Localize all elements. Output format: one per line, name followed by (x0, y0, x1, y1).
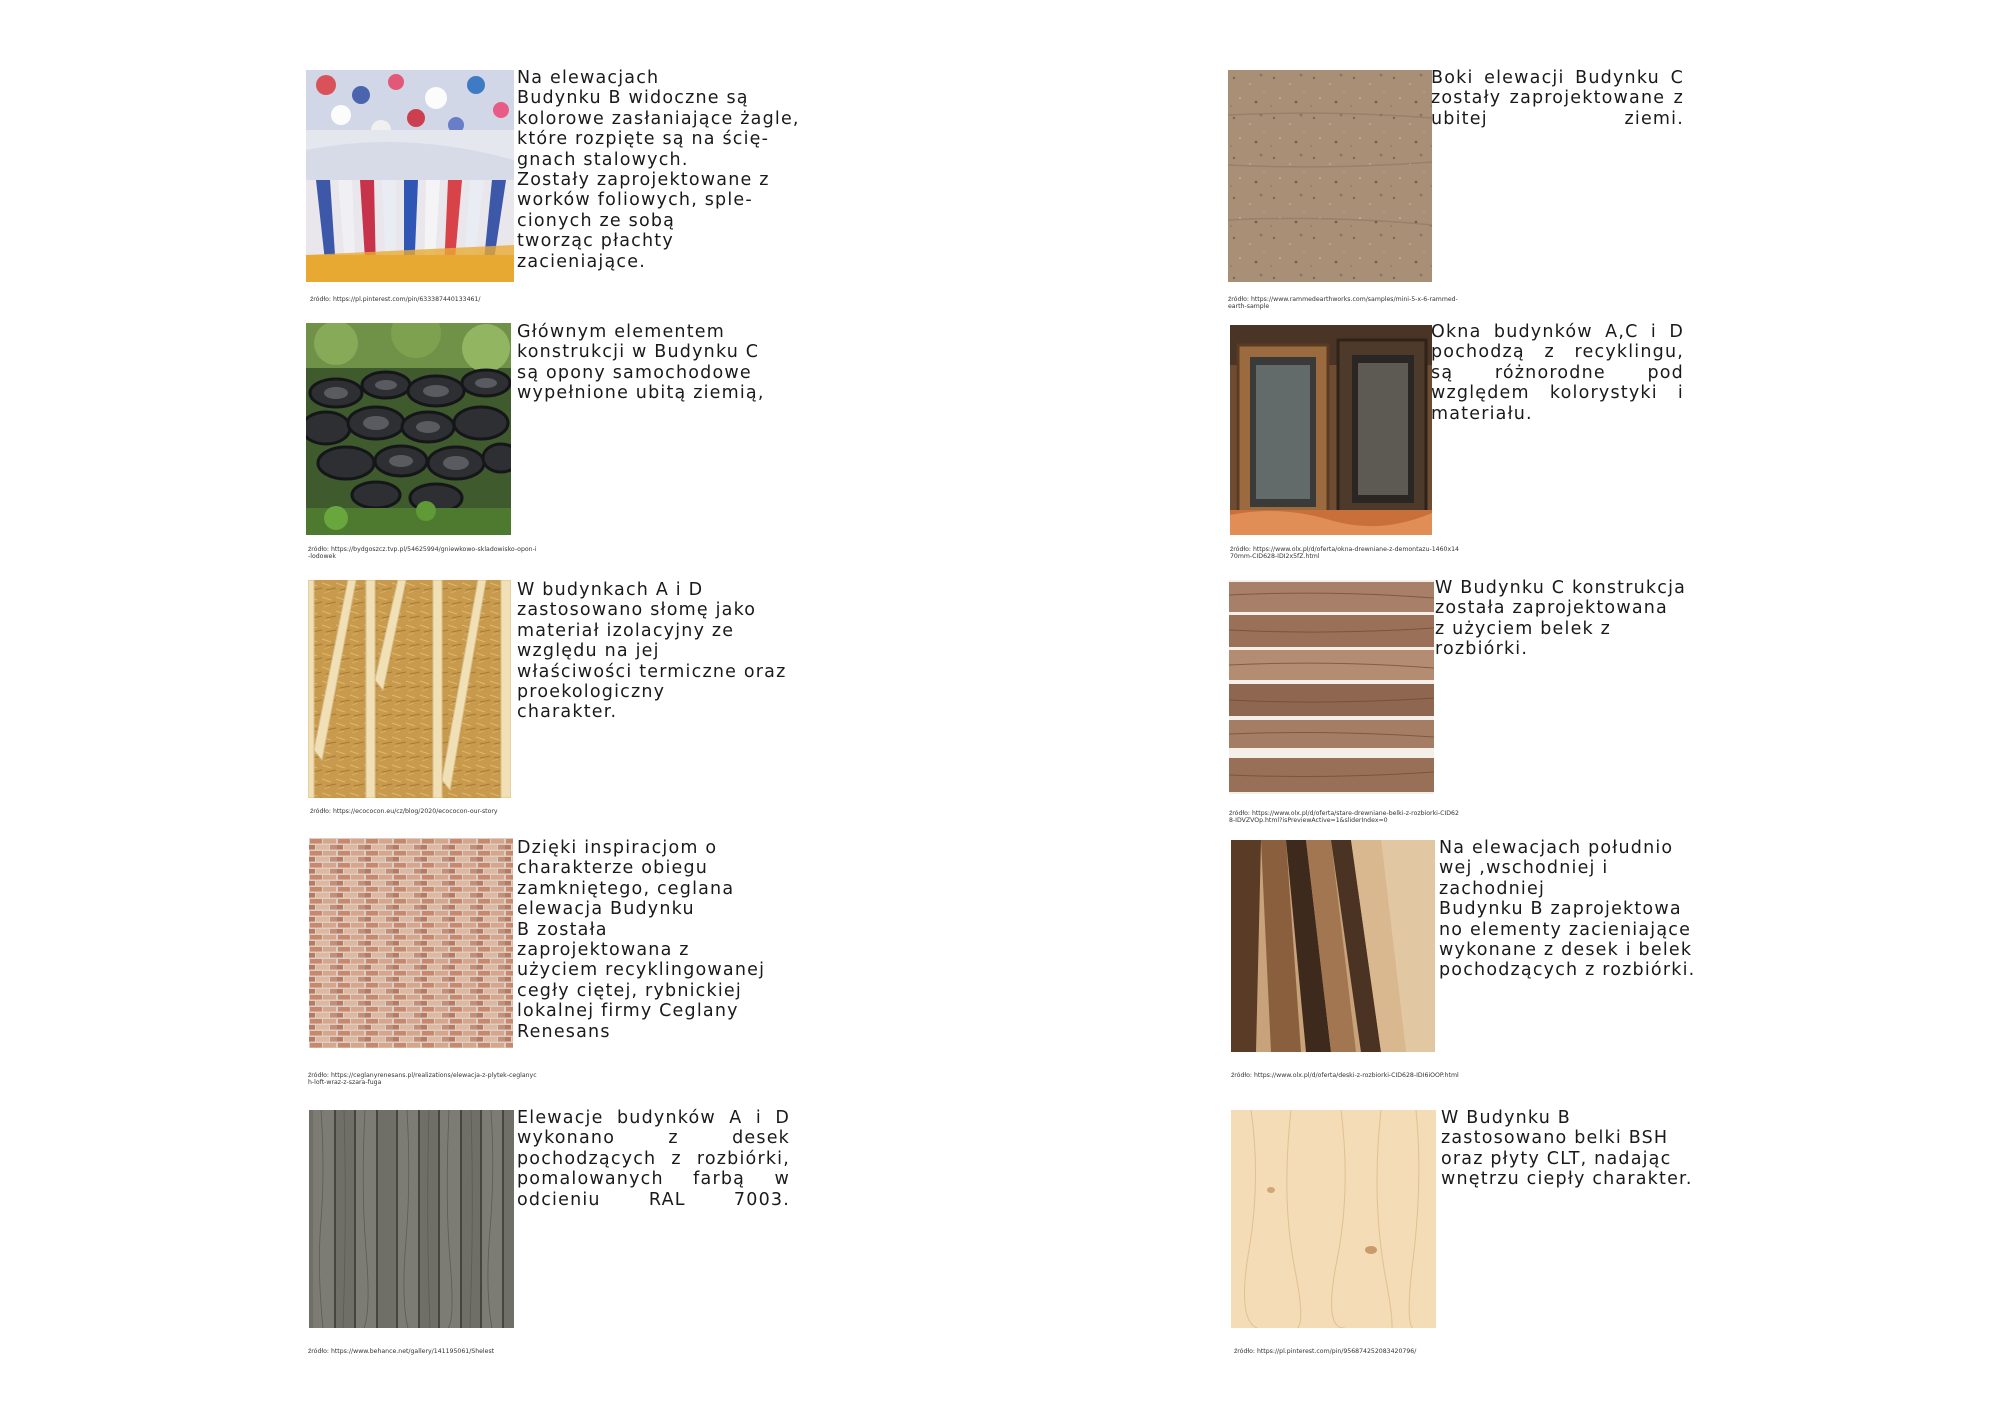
material-description: W Budynku B zastosowano belki BSH oraz płyty CLT, nadając wnętrzu ciepły charakter. (1441, 1108, 1693, 1190)
grey-wood-boards-image (309, 1110, 514, 1328)
source-caption: źródło: https://pl.pinterest.com/pin/633387440133461/ (310, 296, 481, 303)
source-caption: źródło: https://www.olx.pl/d/oferta/stare-drewniane-belki-z-rozbiorki-CID628-IDVZVOp.html?isPreviewActive=1&sliderIndex=0 (1229, 810, 1459, 824)
material-description: Elewacje budynków A i D wykonano z desek pochodzących z rozbiórki, pomalowanych farbą w odcieniu RAL 7003. (517, 1108, 790, 1210)
reclaimed-planks-image (1231, 840, 1435, 1052)
source-caption: źródło: https://www.olx.pl/d/oferta/okna-drewniane-z-demontazu-1460x1470mm-CID628-IDI2x5fZ.html (1230, 546, 1459, 560)
material-description: Na elewacjach południo wej ,wschodniej i zachodniej Budynku B zaprojektowa no elementy zacieniające wykonane z desek i belek pochodzących z rozbiórki. (1439, 838, 1696, 981)
source-caption: źródło: https://bydgoszcz.tvp.pl/54625994/gniewkowo-skladowisko-opon-i-lodowek (308, 546, 537, 560)
material-description: W Budynku C konstrukcja została zaprojektowana z użyciem belek z rozbiórki. (1435, 578, 1687, 660)
woven-plastic-bags-image (306, 70, 514, 282)
material-description: Okna budynków A,C i D pochodzą z recyklingu, są różnorodne pod względem kolorystyki i materiału. (1431, 322, 1684, 424)
material-description: Na elewacjach Budynku B widoczne są kolorowe zasłaniające żagle, które rozpięte są na ścię- gnach stalowych. Zostały zaprojektowane z worków foliowych, sple- cionych ze sobą tworząc płachty zacieniające. (517, 68, 800, 272)
tire-pile-image (306, 323, 511, 535)
material-description: Głównym elementem konstrukcji w Budynku C są opony samochodowe wypełnione ubitą ziemią, (517, 322, 765, 404)
light-wood-image (1231, 1110, 1436, 1328)
brick-wall-image (309, 838, 513, 1048)
straw-panel-image (308, 580, 511, 798)
source-caption: źródło: https://www.rammedearthworks.com/samples/mini-5-x-6-rammed-earth-sample (1228, 296, 1458, 310)
reclaimed-windows-image (1230, 325, 1432, 535)
source-caption: źródło: https://ecococon.eu/cz/blog/2020/ecococon-our-story (310, 808, 498, 815)
source-caption: źródło: https://pl.pinterest.com/pin/956874252083420796/ (1234, 1348, 1417, 1355)
material-description: Boki elewacji Budynku C zostały zaprojektowane z ubitej ziemi. (1431, 68, 1684, 129)
material-description: Dzięki inspiracjom o charakterze obiegu zamkniętego, ceglana elewacja Budynku B została zaprojektowana z użyciem recyklingowanej cegły ciętej, rybnickiej lokalnej firmy Ceglany Renesans (517, 838, 766, 1042)
reclaimed-beams-image (1229, 580, 1434, 794)
source-caption: źródło: https://www.behance.net/gallery/141195061/Shelest (308, 1348, 495, 1355)
material-description: W budynkach A i D zastosowano słomę jako materiał izolacyjny ze względu na jej właściwości termiczne oraz proekologiczny charakter. (517, 580, 787, 723)
rammed-earth-image (1228, 70, 1432, 282)
source-caption: źródło: https://www.olx.pl/d/oferta/deski-z-rozbiorki-CID628-IDI6iOOP.html (1231, 1072, 1459, 1079)
source-caption: źródło: https://ceglanyrenesans.pl/realizations/elewacja-z-plytek-ceglanych-loft-wraz-z-szara-fuga (308, 1072, 537, 1086)
